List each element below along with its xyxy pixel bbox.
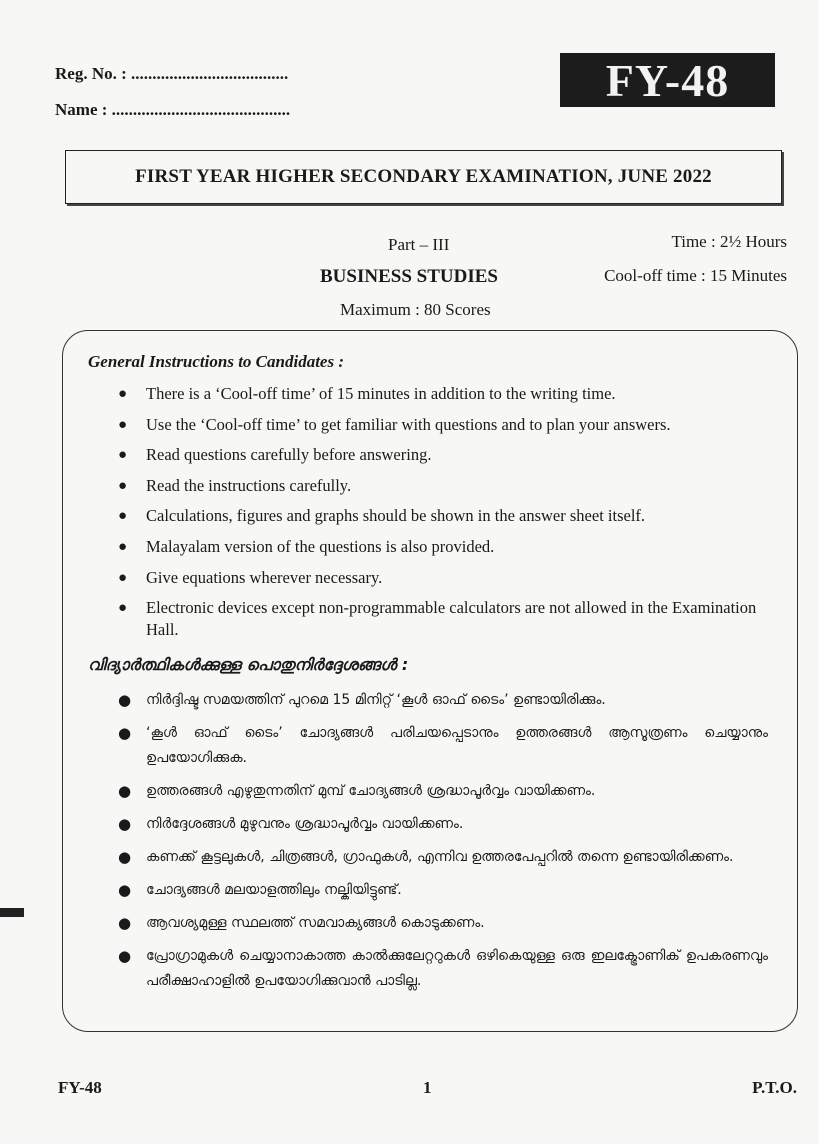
bullet-icon: ● [118, 881, 132, 899]
bullet-icon: ● [118, 815, 132, 833]
bullet-icon: ● [118, 477, 128, 494]
cool-off-time: Cool-off time : 15 Minutes [604, 266, 787, 285]
list-item: ● Read questions carefully before answering. [118, 445, 432, 465]
list-item: ● നിർദ്ദേശങ്ങൾ മുഴുവനും ശ്രദ്ധാപൂർവ്വം വായിക്കണം. [118, 812, 768, 837]
bullet-icon: ● [118, 691, 132, 709]
list-item: ● Malayalam version of the questions is also provided. [118, 536, 495, 556]
bullet-icon: ● [118, 386, 128, 402]
list-item: ● Give equations wherever necessary. [118, 567, 383, 587]
reg-no-field: Reg. No. : ..................................... [55, 64, 289, 83]
list-item: ● ആവശ്യമുള്ള സ്ഥലത്ത് സമവാക്യങ്ങൾ കൊടുക്കണം. [118, 911, 768, 936]
bullet-icon: ● [118, 508, 128, 525]
instructions-heading-en: General Instructions to Candidates : [88, 352, 344, 371]
bullet-icon: ● [118, 914, 132, 932]
exam-title: FIRST YEAR HIGHER SECONDARY EXAMINATION, JUNE 2022 [65, 150, 782, 204]
bullet-icon: ● [118, 848, 132, 866]
max-score: Maximum : 80 Scores [340, 300, 491, 319]
bullet-icon: ● [118, 416, 128, 433]
bullet-icon: ● [118, 947, 132, 965]
binder-mark [0, 908, 24, 917]
name-field: Name : .......................................... [55, 100, 291, 119]
page-number: 1 [423, 1078, 432, 1097]
pto-label: P.T.O. [752, 1078, 797, 1097]
bullet-icon: ● [118, 600, 128, 617]
list-item: ● Use the ‘Cool-off time’ to get familiar with questions and to plan your answers. [118, 414, 671, 434]
list-item: ● ‘കൂൾ ഓഫ് ടൈം’ ചോദ്യങ്ങൾ പരിചയപ്പെടാനും ഉത്തരങ്ങൾ ആസൂത്രണം ചെയ്യാനും ഉപയോഗിക്കുക. [118, 721, 768, 771]
instructions-list-ml [118, 688, 768, 1002]
time-allowed: Time : 2½ Hours [671, 232, 787, 251]
list-item: ● കണക്ക് കൂട്ടലുകൾ, ചിത്രങ്ങൾ, ഗ്രാഫുകൾ, എന്നിവ ഉത്തരപേപ്പറിൽ തന്നെ ഉണ്ടായിരിക്കണം. [118, 845, 768, 870]
subject-title: BUSINESS STUDIES [320, 266, 498, 287]
list-item: ● Read the instructions carefully. [118, 475, 352, 495]
bullet-icon: ● [118, 724, 132, 742]
bullet-icon: ● [118, 447, 128, 464]
bullet-icon: ● [118, 782, 132, 800]
list-item: ● ചോദ്യങ്ങൾ മലയാളത്തിലും നല്കിയിട്ടുണ്ട്. [118, 878, 768, 903]
part-label: Part – III [388, 235, 450, 254]
paper-code-badge: FY-48 [560, 53, 775, 107]
instructions-list-en [118, 383, 758, 650]
list-item: ● Electronic devices except non-programmable calculators are not allowed in the Examination Hall. [118, 598, 757, 640]
footer-paper-code: FY-48 [58, 1078, 102, 1097]
instructions-heading-ml: വിദ്യാർത്ഥികൾക്കുള്ള പൊതുനിർദ്ദേശങ്ങൾ : [88, 655, 409, 674]
bullet-icon: ● [118, 538, 128, 555]
list-item: ● There is a ‘Cool-off time’ of 15 minutes in addition to the writing time. [118, 384, 616, 403]
list-item: ● പ്രോഗ്രാമുകൾ ചെയ്യാനാകാത്ത കാൽക്കുലേറ്ററുകൾ ഒഴികെയുള്ള ഒരു ഇലക്ട്രോണിക് ഉപകരണവും പരീക്ഷാഹാളിൽ ഉപയോഗിക്കുവാൻ പാടില്ല. [118, 944, 768, 994]
bullet-icon: ● [118, 569, 128, 586]
list-item: ● നിർദ്ദിഷ്ട സമയത്തിന് പുറമെ 15 മിനിറ്റ് ‘കൂൾ ഓഫ് ടൈം’ ഉണ്ടായിരിക്കും. [118, 688, 768, 713]
list-item: ● ഉത്തരങ്ങൾ എഴുതുന്നതിന് മുമ്പ് ചോദ്യങ്ങൾ ശ്രദ്ധാപൂർവ്വം വായിക്കണം. [118, 779, 768, 804]
list-item: ● Calculations, figures and graphs should be shown in the answer sheet itself. [118, 506, 646, 526]
